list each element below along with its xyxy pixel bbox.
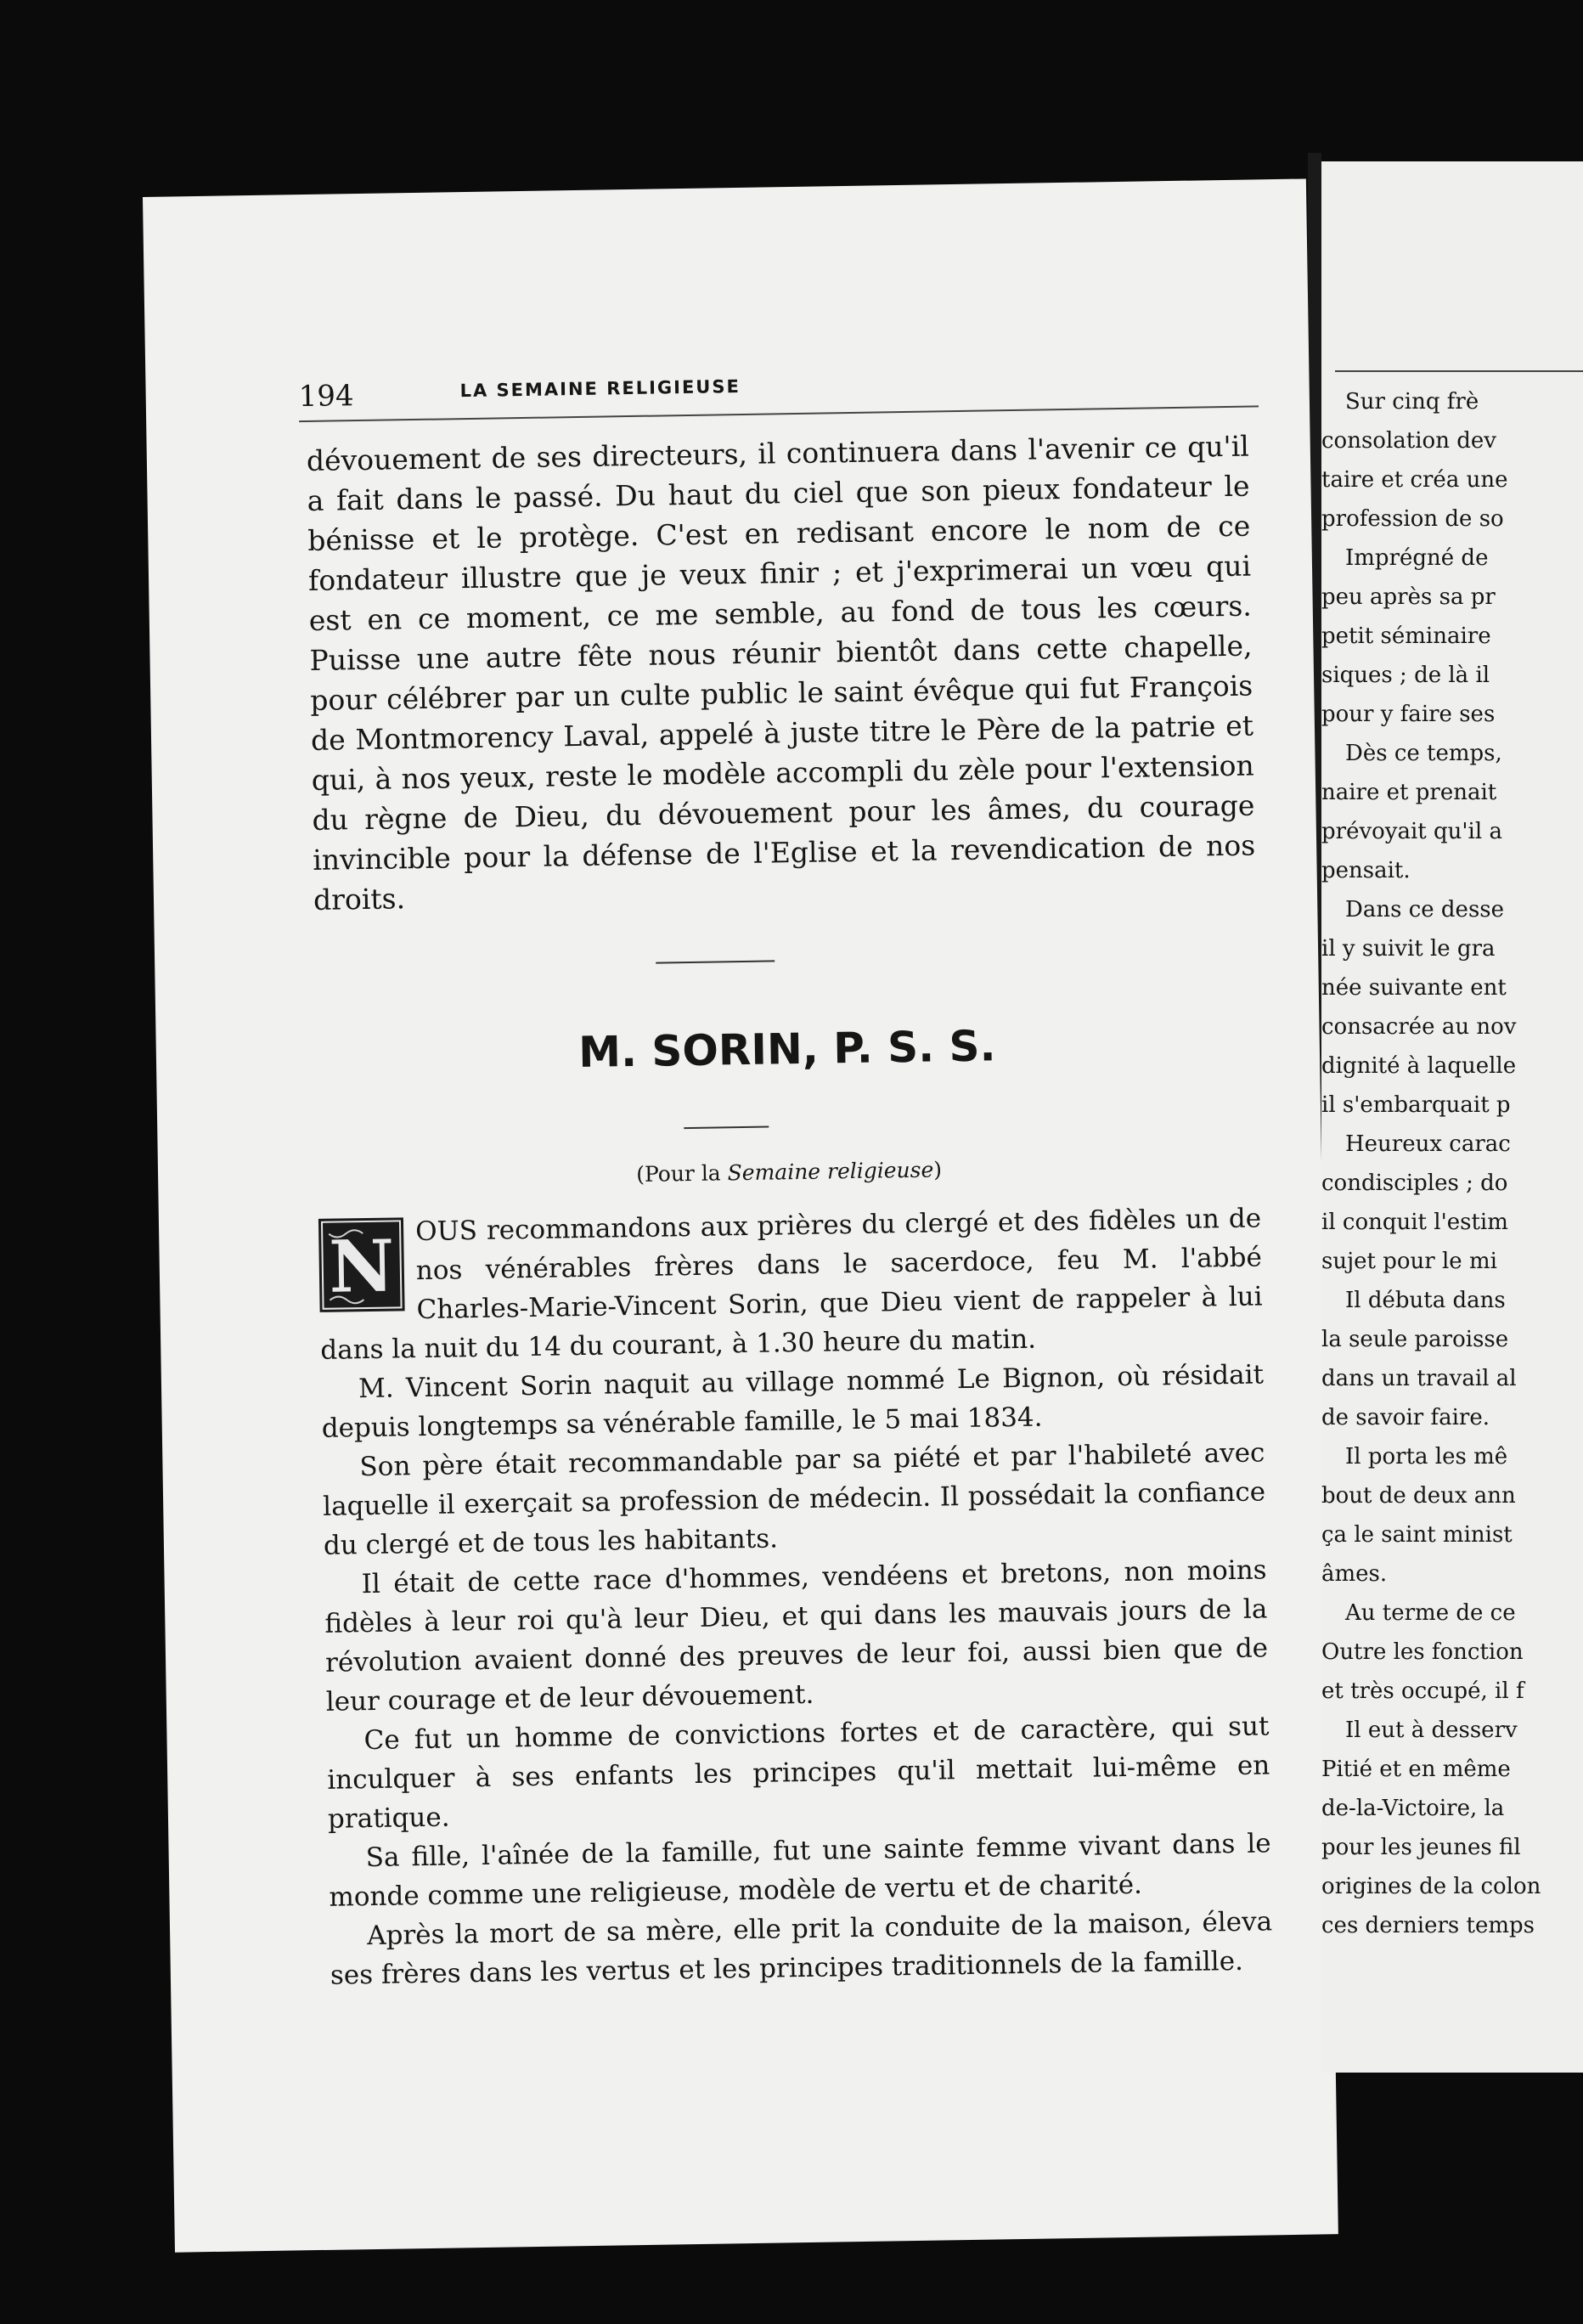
section-separator — [656, 960, 775, 963]
right-page-line: il y suivit le gra — [1321, 936, 1496, 962]
right-page-line: Sur cinq frè — [1345, 389, 1479, 415]
right-page-line: siques ; de là il — [1321, 663, 1490, 688]
right-page-line: Dans ce desse — [1345, 897, 1505, 922]
right-page-line: consolation dev — [1321, 428, 1496, 454]
right-page-line: il s'embarquait p — [1321, 1092, 1511, 1118]
right-page-line: pour les jeunes fil — [1321, 1835, 1521, 1860]
title-underline — [684, 1126, 769, 1130]
right-page-line: petit séminaire — [1321, 623, 1491, 649]
right-page-line: née suivante ent — [1321, 975, 1507, 1001]
right-page-line: il conquit l'estim — [1321, 1210, 1508, 1235]
article-paragraph: Après la mort de sa mère, elle prit la conduite de la maison, éleva ses frères dans les vertus et les principes traditionnels de la famille. — [330, 1906, 1273, 1991]
byline — [318, 1152, 1260, 1191]
right-page-line: ça le saint minist — [1321, 1522, 1513, 1548]
right-page-line: et très occupé, il f — [1321, 1678, 1524, 1704]
right-page-line: prévoyait qu'il a — [1321, 819, 1502, 844]
right-page-line: la seule paroisse — [1321, 1327, 1509, 1352]
right-page-line: dans un travail al — [1321, 1366, 1517, 1391]
left-page — [143, 178, 1338, 2252]
article-title: M. SORIN, P. S. S. — [577, 1021, 996, 1078]
dropcap-ornament-icon — [318, 1217, 405, 1312]
article-body — [318, 1199, 1273, 1994]
right-page-line: Outre les fonction — [1321, 1639, 1524, 1665]
intro-text — [307, 426, 1257, 920]
article-paragraph: Sa fille, l'aînée de la famille, fut une sainte femme vivant dans le monde comme une religieuse, modèle de vertu et de charité. — [329, 1828, 1271, 1913]
header-rule-right — [1335, 370, 1583, 372]
right-page-line: âmes. — [1321, 1561, 1388, 1587]
right-page-text — [1321, 382, 1583, 1945]
right-page-line: Pitié et en même — [1321, 1757, 1511, 1782]
intro-paragraph: dévouement de ses directeurs, il continuera dans l'avenir ce qu'il a fait dans le passé. Du haut du ciel que son pieux fondateur le bénisse et le protège. C'est en redisant encore le nom de ce fondateur illustre que je veux finir ; et j'exprimerai un vœu qui est en ce moment, ce me semble, au fond de tous les cœurs. Puisse une autre fête nous réunir bientôt dans cette chapelle, pour célébrer par un culte public le saint évêque qui fut François de Montmorency Laval, appelé à juste titre le Père de la patrie et qui, à nos yeux, reste le modèle accompli du zèle pour l'extension du règne de Dieu, du dévouement pour les âmes, du courage invincible pour la défense de l'Eglise et la revendication de nos droits. — [306, 429, 1256, 917]
right-page-line: de-la-Victoire, la — [1321, 1796, 1505, 1821]
article-paragraph — [318, 1199, 1264, 1369]
right-page — [1321, 161, 1583, 2073]
right-page-line: Au terme de ce — [1345, 1600, 1516, 1626]
right-page-line: Heureux carac — [1345, 1131, 1511, 1157]
article-paragraph: M. Vincent Sorin naquit au village nommé Le Bignon, où résidait depuis longtemps sa vénérable famille, le 5 mai 1834. — [321, 1359, 1265, 1444]
right-page-line: peu après sa pr — [1321, 584, 1496, 610]
right-page-line: bout de deux ann — [1321, 1483, 1516, 1509]
right-page-line: ces derniers temps — [1321, 1913, 1535, 1938]
right-page-line: naire et prenait — [1321, 780, 1497, 805]
right-page-line: Il porta les mê — [1345, 1444, 1508, 1469]
right-page-line: origines de la colon — [1321, 1874, 1541, 1899]
byline-suffix: ) — [933, 1157, 943, 1182]
right-page-line: dignité à laquelle — [1321, 1053, 1517, 1079]
article-paragraph: Son père était recommandable par sa piété et par l'habileté avec laquelle il exerçait sa profession de médecin. Il possédait la confiance du clergé et de tous les habitants. — [322, 1437, 1266, 1561]
right-page-line: de savoir faire. — [1321, 1405, 1490, 1430]
right-page-line: pensait. — [1321, 858, 1411, 883]
right-page-line: consacrée au nov — [1321, 1014, 1517, 1040]
right-page-line: Imprégné de — [1345, 545, 1489, 571]
right-page-line: sujet pour le mi — [1321, 1249, 1497, 1274]
right-page-line: pour y faire ses — [1321, 702, 1496, 727]
page-number: 194 — [298, 379, 354, 415]
article-paragraph: Il était de cette race d'hommes, vendéens et bretons, non moins fidèles à leur roi qu'à leur Dieu, et qui dans les mauvais jours de la révolution avaient donné des preuves de leur foi, aussi bien que de leur courage et de leur dévouement. — [324, 1554, 1269, 1718]
right-page-line: taire et créa une — [1321, 467, 1508, 493]
byline-prefix: (Pour la — [635, 1160, 728, 1187]
dropcap-letter: N — [328, 1223, 395, 1309]
right-page-line: condisciples ; do — [1321, 1170, 1508, 1196]
running-head: LA SEMAINE RELIGIEUSE — [459, 375, 741, 402]
right-page-line: Dès ce temps, — [1345, 741, 1502, 766]
page-header — [298, 364, 1258, 414]
right-page-line: Il débuta dans — [1345, 1288, 1506, 1313]
right-page-line: profession de so — [1321, 506, 1504, 532]
paragraph-text: OUS recommandons aux prières du clergé et des fidèles un de nos vénérables frères dans le sacerdoce, feu M. l'abbé Charles-Marie-Vincent Sorin, que Dieu vient de rappeler à lui dans la nuit du 14 du courant, à 1.30 heure du matin. — [320, 1203, 1263, 1366]
right-page-line: Il eut à desserv — [1345, 1718, 1518, 1743]
ornamental-dropcap-n — [318, 1217, 405, 1312]
byline-publication: Semaine religieuse — [727, 1157, 934, 1186]
article-paragraph: Ce fut un homme de convictions fortes et de caractère, qui sut inculquer à ses enfants les principes qu'il mettait lui-même en pratique. — [327, 1711, 1270, 1835]
